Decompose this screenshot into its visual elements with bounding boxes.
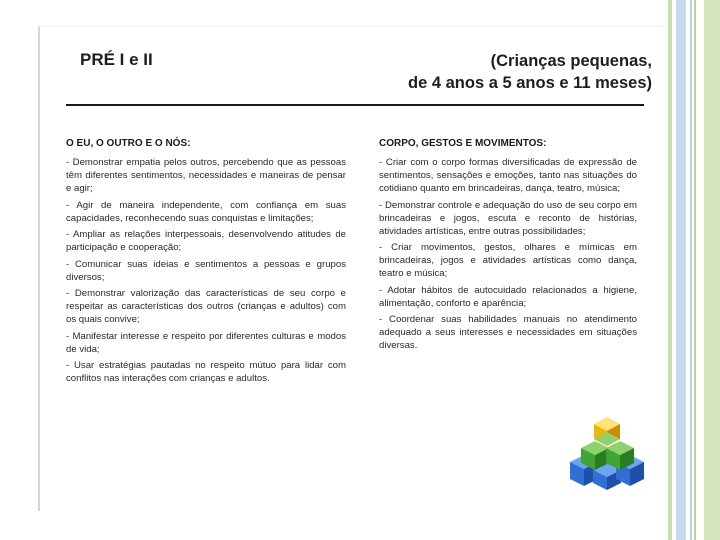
list-item: - Ampliar as relações interpessoais, desenvolvendo atitudes de participação e cooperação; bbox=[66, 229, 346, 253]
left-margin bbox=[0, 0, 22, 540]
title-divider bbox=[66, 104, 644, 106]
list-item: - Manifestar interesse e respeito por diferentes culturas e modos de vida; bbox=[66, 330, 346, 355]
subtitle-line-2: de 4 anos a 5 anos e 11 meses) bbox=[408, 74, 652, 92]
right-border-stripe bbox=[668, 0, 672, 540]
right-column bbox=[379, 137, 637, 356]
list-item: - Demonstrar empatia pelos outros, percebendo que as pessoas têm diferentes sentimentos, necessidades e maneiras de pensar e agir; bbox=[66, 157, 346, 194]
list-item: - Coordenar suas habilidades manuais no atendimento adequado a seus interesses e necessidades em situações diversas. bbox=[379, 314, 637, 351]
list-item: - Criar com o corpo formas diversificadas de expressão de sentimentos, sensações e emoções, tanto nas situações do cotidiano quanto em brincadeiras, dança, teatro, música; bbox=[379, 157, 637, 194]
list-item: - Agir de maneira independente, com confiança em suas capacidades, reconhecendo suas conquistas e limitações; bbox=[66, 199, 346, 224]
right-border-stripe bbox=[690, 0, 692, 540]
stacked-cubes-icon bbox=[566, 410, 648, 490]
list-item: - Demonstrar valorização das características de seu corpo e respeitar as características dos outros (crianças e adultos) com os quais convive; bbox=[66, 288, 346, 325]
slide-title: PRÉ I e II bbox=[80, 50, 153, 69]
right-border-stripe bbox=[704, 0, 720, 540]
subtitle-line-1: (Crianças pequenas, bbox=[490, 52, 652, 70]
right-border-stripe bbox=[676, 0, 686, 540]
left-column-heading: O EU, O OUTRO E O NÓS: bbox=[66, 138, 191, 149]
left-column bbox=[66, 137, 346, 389]
list-item: - Adotar hábitos de autocuidado relacionados a higiene, alimentação, conforto e aparência; bbox=[379, 284, 637, 309]
slide-subtitle bbox=[408, 50, 652, 94]
list-item: - Criar movimentos, gestos, olhares e mímicas em brincadeiras, jogos e atividades artísticas como dança, teatro e música; bbox=[379, 242, 637, 279]
list-item: - Usar estratégias pautadas no respeito mútuo para lidar com conflitos nas interações com crianças e adultos. bbox=[66, 360, 346, 384]
list-item: - Demonstrar controle e adequação do uso de seu corpo em brincadeiras e jogos, escuta e reconto de histórias, atividades artísticas, entre outras possibilidades; bbox=[379, 199, 637, 237]
right-column-heading: CORPO, GESTOS E MOVIMENTOS: bbox=[379, 138, 547, 149]
list-item: - Comunicar suas ideias e sentimentos a pessoas e grupos diversos; bbox=[66, 258, 346, 283]
